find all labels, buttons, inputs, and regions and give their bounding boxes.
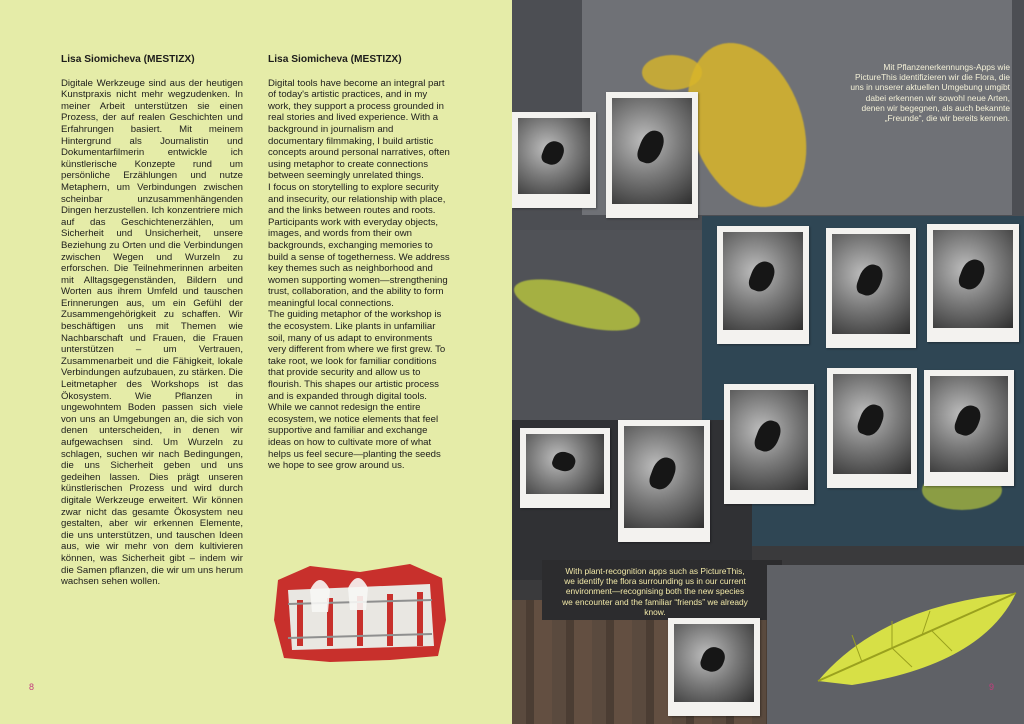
photo-print — [927, 224, 1019, 342]
photo-print — [668, 618, 760, 716]
english-paragraph-2: I focus on storytelling to explore security and insecurity, our relationship with place, and the links between routes and roots. Participants work with everyday objects, images, and words from their own backgrounds, exchanging memories to build a sense of togetherness. We address key themes such as neighborhood and women supporting women—strengthening trust, collaboration, and the ability to form meaningful local connections. — [268, 181, 450, 309]
english-text-column — [268, 54, 450, 472]
page-number-left: 8 — [29, 682, 35, 692]
yellow-paint-stroke — [642, 55, 702, 90]
photo-print — [924, 370, 1014, 486]
photo-print — [826, 228, 916, 348]
photo-print — [520, 428, 610, 508]
caption-german: Mit Pflanzenerkennungs-Apps wie PictureThis identifizieren wir die Flora, die uns in unserer aktuellen Umgebung umgibt dabei erkennen wir sowohl neue Arten, denen wir begegnen, als auch bekannte „Freunde“, die wir bereits kennen. — [850, 62, 1010, 124]
german-body: Digitale Werkzeuge sind aus der heutigen Kunstpraxis nicht mehr wegzudenken. In meiner Arbeit unterstützen sie einen Prozess, der auf realen Geschichten und Erfahrungen basiert. Mit meinem Hintergrund als Journalistin und Dokumentarfilmerin entwickle ich künstlerische Konzepte rund um persönliche Erzählungen und nutze Metaphern, um Verbindungen zwischen scheinbar unzusammenhängenden Dingen herzustellen. Ich konzentriere mich auf das Geschichtenerzählen, um Sicherheit und Unsicherheit, unsere Beziehung zu Orten und die Verbindungen zwischen Wegen und Wurzeln zu erforschen. Die Teilnehmerinnen arbeiten mit Alltagsgegenständen, Bildern und Worten aus ihrem Umfeld und tauschen Erinnerungen aus, um ein Gefühl der Zusammengehörigkeit zu schaffen. Wir beschäftigen uns mit Themen wie Nachbarschaft und Frauen, die Frauen unterstützen – um Vertrauen, Zusammenarbeit und die Fähigkeit, lokale Verbindungen aufzubauen, zu stärken. Die Leitmetapher des Workshops ist das Ökosystem. Wie Pflanzen in ungewohntem Boden passen sich viele von uns an Umgebungen an, die sich von denen unterscheiden, in denen wir aufgewachsen sind. Um Wurzeln zu schlagen, suchen wir nach Bedingungen, die uns Sicherheit geben und uns gedeihen lassen. Dies prägt unseren künstlerischen Prozess und wird durch digitale Werkzeuge erweitert. Wir können zwar nicht das gesamte Ökosystem neu gestalten, aber wir erkennen Elemente, die uns unterstützen, und tauschen Ideen aus, wie wir mehr von dem kultivieren können, was Sicherheit gibt – indem wir die Samen pflanzen, die wir um uns herum wachsen sehen wollen. — [61, 77, 243, 588]
german-heading: Lisa Siomicheva (MESTIZX) — [61, 54, 195, 65]
leaf-print-image — [812, 585, 1022, 695]
caption-english: With plant-recognition apps such as PictureThis, we identify the flora surrounding us in our current environment—recognising both the new species we encounter and the familiar “friends” we already know. — [562, 566, 748, 617]
german-text-column — [61, 54, 243, 588]
english-paragraph-1: Digital tools have become an integral part of today's artistic practices, and in my work, they support a process grounded in real stories and lived experience. With a background in journalism and documentary filmmaking, I build artistic concepts around personal narratives, often using metaphor to create connections between seemingly unrelated things. — [268, 77, 450, 182]
photo-print — [724, 384, 814, 504]
photo-print — [606, 92, 698, 218]
fence-collage-image — [270, 560, 450, 665]
page-number-right: 9 — [988, 682, 994, 692]
photo-print — [512, 112, 596, 208]
photo-print — [717, 226, 809, 344]
english-heading: Lisa Siomicheva (MESTIZX) — [268, 54, 402, 65]
right-page — [512, 0, 1024, 724]
english-paragraph-3: The guiding metaphor of the workshop is the ecosystem. Like plants in unfamiliar soil, many of us adapt to environments very different from where we first grew. To take root, we look for familiar conditions that provide security and allow us to flourish. This shapes our artistic process and is expanded through digital tools. While we cannot redesign the entire ecosystem, we notice elements that feel supportive and familiar and exchange ideas on how to cultivate more of what helps us feel secure—planting the seeds we hope to see grow around us. — [268, 309, 446, 472]
photo-print — [618, 420, 710, 542]
photo-print — [827, 368, 917, 488]
